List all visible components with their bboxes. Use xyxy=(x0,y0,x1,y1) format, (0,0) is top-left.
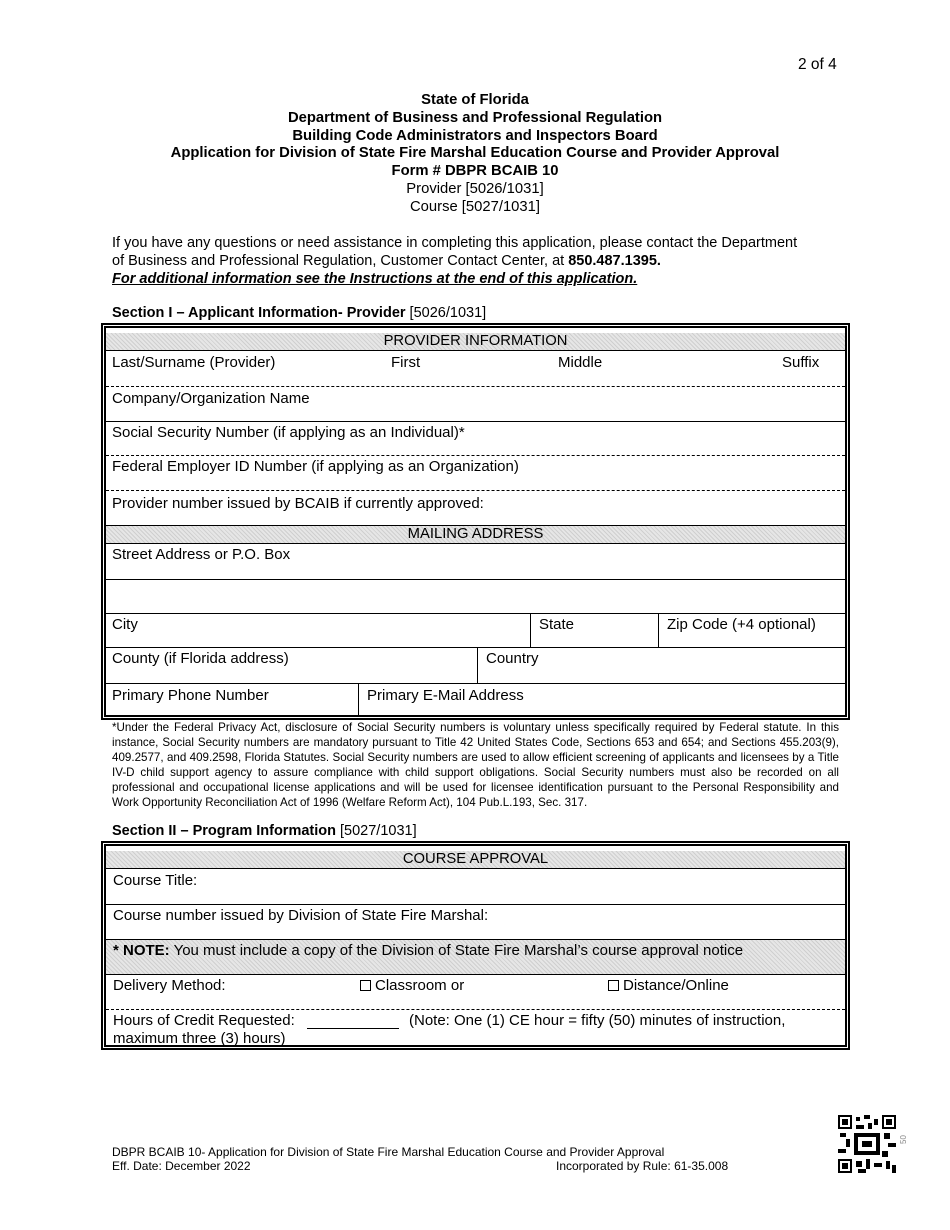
course-title-row[interactable] xyxy=(106,869,845,905)
section2-code: [5027/1031] xyxy=(335,823,417,839)
section1-code: [5026/1031] xyxy=(405,305,487,321)
state-label: State xyxy=(539,616,575,633)
country-label: Country xyxy=(486,650,539,667)
county-row xyxy=(106,648,845,684)
street-row[interactable] xyxy=(106,544,845,580)
footer-effective-date: Eff. Date: December 2022 xyxy=(112,1159,251,1173)
course-number-label: Course number issued by Division of State Fire Marshal: xyxy=(113,907,489,924)
county-label: County (if Florida address) xyxy=(112,650,289,667)
note-body: You must include a copy of the Division of State Fire Marshal’s course approval notice xyxy=(169,942,744,959)
note-row xyxy=(106,940,845,975)
course-approval-header: COURSE APPROVAL xyxy=(106,851,845,869)
course-title-label: Course Title: xyxy=(113,872,198,889)
course-approval-box xyxy=(101,841,850,1050)
header-form-number: Form # DBPR BCAIB 10 xyxy=(391,163,559,180)
hours-row xyxy=(106,1010,845,1046)
provider-info-box xyxy=(101,323,850,720)
header-course-code: Course [5027/1031] xyxy=(410,198,540,215)
section1-title xyxy=(112,305,486,321)
fein-row[interactable] xyxy=(106,456,845,491)
section2-title xyxy=(112,823,417,839)
privacy-act-notice: *Under the Federal Privacy Act, disclosure of Social Security numbers is voluntary unless specifically required by Federal statute. In this instance, Social Security numbers are mandatory pursuant to Title 42 United States Code, Sections 653 and 654; and Sections 455.203(9), 409.2577, and 409.2598, Florida Statutes. Social Security numbers are used to allow efficient screening of applicants and licensees by a Title IV-D child support agency to assure compliance with child support obligations. Social Security numbers must also be recorded on all professional and occupational license applications and will be used for licensee identification pursuant to the Personal Responsibility and Work Opportunity Reconciliation Act of 1996 (Welfare Reform Act), 104 Pub.L.193, Sec. 317. xyxy=(112,721,839,809)
header-state: State of Florida xyxy=(421,92,529,108)
ssn-row[interactable] xyxy=(106,422,845,456)
street-label: Street Address or P.O. Box xyxy=(112,546,291,563)
provider-number-label: Provider number issued by BCAIB if currently approved: xyxy=(112,495,484,512)
fein-label: Federal Employer ID Number (if applying as an Organization) xyxy=(112,458,519,475)
middle-name-label: Middle xyxy=(558,354,603,371)
online-option[interactable] xyxy=(608,977,729,994)
footer-rule: Incorporated by Rule: 61-35.008 xyxy=(556,1159,729,1173)
hours-note: (Note: One (1) CE hour = fifty (50) minutes of instruction, xyxy=(409,1012,786,1029)
intro-paragraph xyxy=(112,234,812,288)
city-row xyxy=(106,614,845,648)
contact-phone: 850.487.1395. xyxy=(568,253,661,269)
classroom-checkbox[interactable] xyxy=(360,980,371,991)
state-divider xyxy=(658,614,659,647)
page-number: 2 of 4 xyxy=(798,56,837,73)
header-application-title: Application for Division of State Fire Marshal Education Course and Provider Approval xyxy=(170,145,780,162)
instructions-note: For additional information see the Instructions at the end of this application. xyxy=(112,271,638,287)
last-name-label: Last/Surname (Provider) xyxy=(112,354,276,371)
company-label: Company/Organization Name xyxy=(112,390,310,407)
hours-label: Hours of Credit Requested: xyxy=(113,1012,295,1029)
note-label: * NOTE: xyxy=(113,942,170,959)
first-name-label: First xyxy=(391,354,421,371)
form-header xyxy=(0,92,950,217)
header-department: Department of Business and Professional Regulation xyxy=(287,109,663,126)
hours-input-line[interactable] xyxy=(307,1012,399,1029)
ssn-label: Social Security Number (if applying as an Individual)* xyxy=(112,424,465,441)
county-divider xyxy=(477,648,478,683)
course-number-row[interactable] xyxy=(106,905,845,940)
classroom-label: Classroom or xyxy=(375,977,465,994)
online-label: Distance/Online xyxy=(623,977,729,994)
name-row[interactable] xyxy=(106,351,845,387)
header-board: Building Code Administrators and Inspectors Board xyxy=(292,127,658,144)
city-divider xyxy=(530,614,531,647)
phone-divider xyxy=(358,684,359,716)
footer-form-title: DBPR BCAIB 10- Application for Division of State Fire Marshal Education Course and Provider Approval xyxy=(112,1145,665,1159)
hours-note-continued: maximum three (3) hours) xyxy=(113,1030,286,1047)
section2-title-text: Section II – Program Information xyxy=(112,823,336,839)
phone-label: Primary Phone Number xyxy=(112,687,269,704)
delivery-method-label: Delivery Method: xyxy=(113,977,226,994)
classroom-option[interactable] xyxy=(360,977,464,994)
qr-code xyxy=(838,1115,896,1173)
suffix-label: Suffix xyxy=(782,354,820,371)
side-number: 50 xyxy=(898,1135,908,1144)
provider-number-row[interactable] xyxy=(106,491,845,526)
header-provider-code: Provider [5026/1031] xyxy=(406,180,544,197)
section1-title-text: Section I – Applicant Information- Provider xyxy=(112,305,406,321)
email-label: Primary E-Mail Address xyxy=(367,687,524,704)
city-label: City xyxy=(112,616,138,633)
intro-text: If you have any questions or need assistance in completing this application, please contact the Department of Business and Professional Regulation, Customer Contact Center, at xyxy=(112,235,798,269)
contact-row xyxy=(106,684,845,716)
note-text xyxy=(113,942,743,959)
company-row[interactable] xyxy=(106,387,845,422)
online-checkbox[interactable] xyxy=(608,980,619,991)
street-row-2[interactable] xyxy=(106,580,845,614)
zip-label: Zip Code (+4 optional) xyxy=(667,616,816,633)
provider-info-header: PROVIDER INFORMATION xyxy=(106,333,845,351)
delivery-method-row xyxy=(106,975,845,1010)
mailing-address-header: MAILING ADDRESS xyxy=(106,526,845,544)
